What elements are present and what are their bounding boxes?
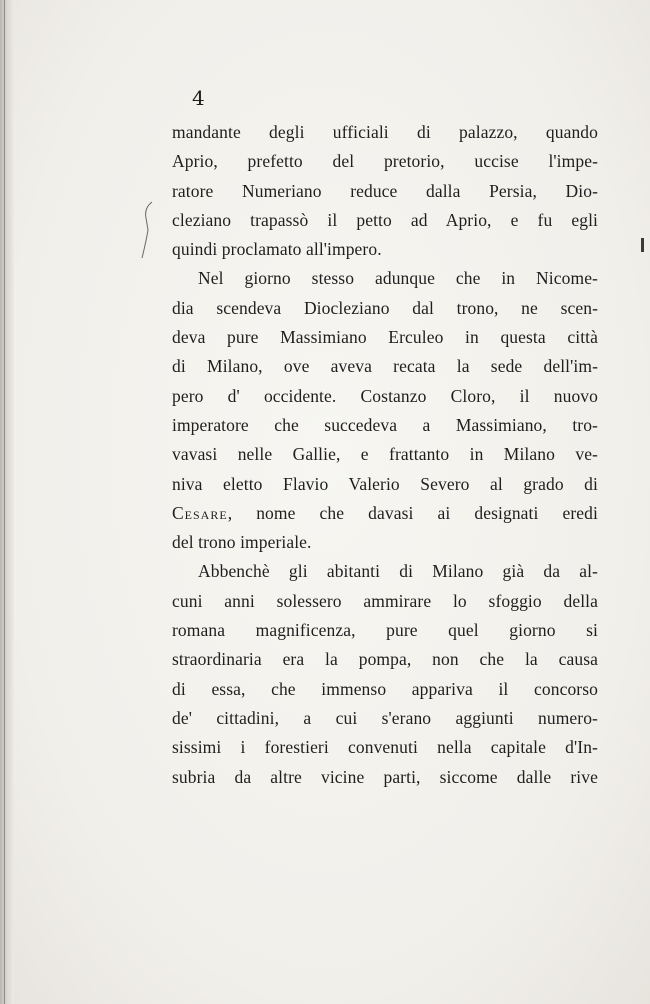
text-line: cuni anni solessero ammirare lo sfoggio della bbox=[172, 590, 598, 611]
right-edge-mark bbox=[641, 238, 644, 252]
text-line: Cesare, nome che davasi ai designati eredi bbox=[172, 502, 598, 523]
text-line: dia scendeva Diocleziano dal trono, ne scen- bbox=[172, 297, 598, 318]
text-line: deva pure Massimiano Erculeo in questa città bbox=[172, 327, 598, 348]
margin-bracket-mark bbox=[140, 200, 156, 260]
text-line: romana magnificenza, pure quel giorno si bbox=[172, 620, 598, 641]
text-line: de' cittadini, a cui s'erano aggiunti numero- bbox=[172, 707, 598, 728]
page-number: 4 bbox=[192, 86, 205, 110]
text-line: imperatore che succedeva a Massimiano, tro- bbox=[172, 414, 598, 435]
text-line: mandante degli ufficiali di palazzo, quando bbox=[172, 122, 598, 142]
text-line: subria da altre vicine parti, siccome dalle rive bbox=[172, 766, 598, 787]
paragraph-start-line: Nel giorno stesso adunque che in Nicome- bbox=[198, 268, 598, 289]
text-line: Aprio, prefetto del pretorio, uccise l'impe- bbox=[172, 151, 598, 172]
page-edge-line bbox=[4, 0, 5, 1004]
text-line: niva eletto Flavio Valerio Severo al grado di bbox=[172, 473, 598, 494]
text-line: del trono imperiale. bbox=[172, 532, 312, 553]
text-line: sissimi i forestieri convenuti nella capitale d'In- bbox=[172, 737, 598, 758]
small-caps-word: Cesare bbox=[172, 502, 228, 523]
body-text bbox=[172, 118, 598, 792]
text-line: quindi proclamato all'impero. bbox=[172, 239, 382, 260]
text-line: straordinaria era la pompa, non che la causa bbox=[172, 649, 598, 670]
page-gutter-shadow bbox=[0, 0, 14, 1004]
text-line: di essa, che immenso appariva il concorso bbox=[172, 678, 598, 699]
text-line: ratore Numeriano reduce dalla Persia, Dio- bbox=[172, 180, 598, 201]
paragraph-start-line: Abbenchè gli abitanti di Milano già da al- bbox=[198, 561, 598, 582]
text-line: vavasi nelle Gallie, e frattanto in Milano ve- bbox=[172, 444, 598, 465]
text-line: di Milano, ove aveva recata la sede dell'im- bbox=[172, 356, 598, 377]
text-line: pero d' occidente. Costanzo Cloro, il nuovo bbox=[172, 385, 598, 406]
text-line: cleziano trapassò il petto ad Aprio, e fu egli bbox=[172, 209, 598, 230]
